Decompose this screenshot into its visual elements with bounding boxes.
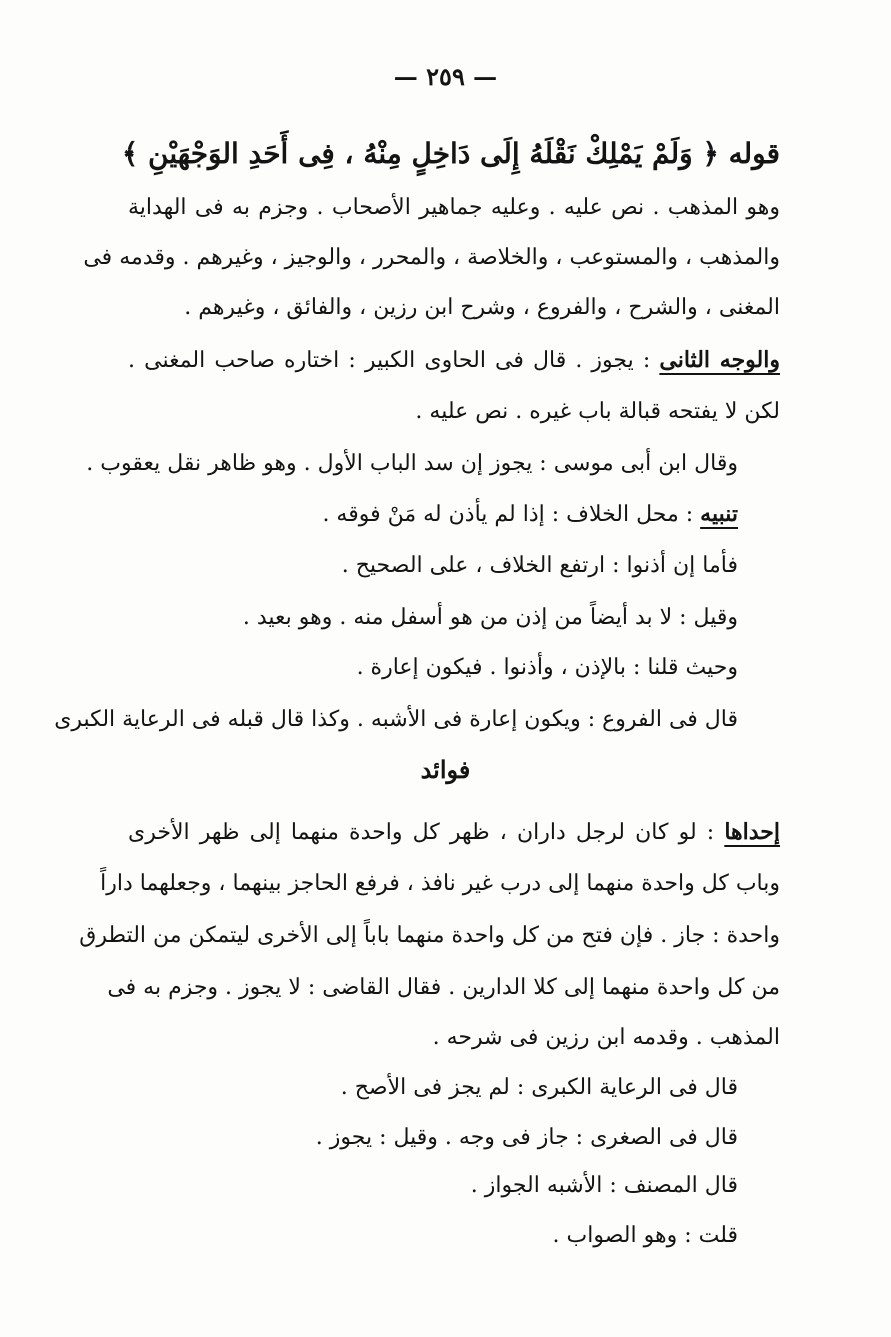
tanbih-key: تنبيه — [700, 501, 738, 527]
text-line-2: والمذهب ، والمستوعب ، والخلاصة ، والمحرر ، والوجيز ، وغيرهم . وقدمه فى — [83, 245, 780, 270]
text-line-b2: واحدة : جاز . فإن فتح من كل واحدة منهما باباً إلى الأخرى ليتمكن من التطرق — [79, 923, 780, 948]
text-line-b3: من كل واحدة منهما إلى كلا الدارين . فقال القاضى : لا يجوز . وجزم به فى — [107, 975, 780, 1000]
second-view-key: والوجه الثانى — [659, 347, 780, 373]
text-line-qila: وقيل : لا بد أيضاً من إذن من هو أسفل منه . وهو بعيد . — [242, 605, 738, 630]
text-line-3: المغنى ، والشرح ، والفروع ، وشرح ابن رزين ، والفائق ، وغيرهم . — [184, 295, 780, 320]
second-view-line — [128, 338, 780, 382]
text-line-e1: قال فى الرعاية الكبرى : لم يجز فى الأصح . — [340, 1075, 738, 1100]
fawaid-text — [79, 810, 780, 1270]
ihdaha-key: إحداها — [724, 819, 780, 845]
tanbih-line — [128, 492, 780, 536]
text-line-e4: قلت : وهو الصواب . — [552, 1223, 738, 1248]
ihdaha-text: : لو كان لرجل داران ، ظهر كل واحدة منهما إلى ظهر الأخرى — [128, 820, 725, 845]
ihdaha-line — [128, 810, 780, 854]
text-line-lakin: لكن لا يفتحه قبالة باب غيره . نص عليه . — [415, 399, 780, 424]
section-heading: قوله ﴿ وَلَمْ يَمْلِكْ نَقْلَهُ إِلَى دَاخِلٍ مِنْهُ ، فِى أَحَدِ الوَجْهَيْنِ ﴾ — [121, 137, 780, 170]
fawaid-title: فوائد — [420, 755, 471, 784]
text-line-b4: المذهب . وقدمه ابن رزين فى شرحه . — [432, 1025, 780, 1050]
tanbih-text: : محل الخلاف : إذا لم يأذن له مَنْ فوقه . — [322, 502, 701, 527]
text-line-qala-furu: قال فى الفروع : ويكون إعارة فى الأشبه . وكذا قال قبله فى الرعاية الكبرى — [54, 707, 738, 732]
text-line-e2: قال فى الصغرى : جاز فى وجه . وقيل : يجوز . — [315, 1125, 738, 1150]
text-line-b1: وباب كل واحدة منهما إلى درب غير نافذ ، فرفع الحاجز بينهما ، وجعلهما داراً — [100, 871, 780, 896]
text-line-haythu: وحيث قلنا : بالإذن ، وأذنوا . فيكون إعارة . — [356, 655, 738, 680]
text-line-ibn-abi-musa: وقال ابن أبى موسى : يجوز إن سد الباب الأول . وهو ظاهر نقل يعقوب . — [86, 451, 738, 476]
text-line-1: وهو المذهب . نص عليه . وعليه جماهير الأصحاب . وجزم به فى الهداية — [128, 195, 780, 220]
page-number: — ٢٥٩ — — [393, 62, 498, 91]
text-line-fa-amma: فأما إن أذنوا : ارتفع الخلاف ، على الصحيح . — [341, 553, 738, 578]
text-line-e3: قال المصنف : الأشبه الجواز . — [470, 1173, 738, 1198]
second-view-text: : يجوز . قال فى الحاوى الكبير : اختاره صاحب المغنى . — [128, 348, 660, 373]
